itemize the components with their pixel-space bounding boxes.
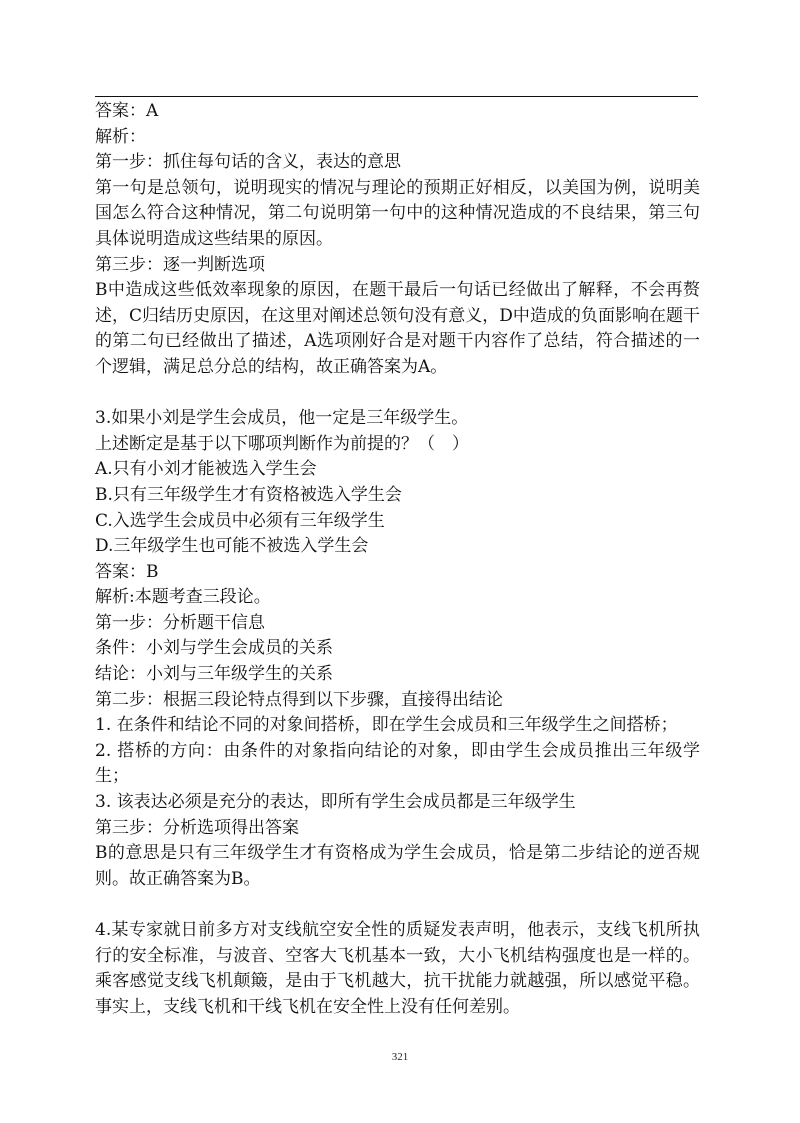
q4-stem: 4.某专家就日前多方对支线航空安全性的质疑发表声明，他表示，支线飞机所执行的安全标准，与波音、空客大飞机基本一致，大小飞机结构强度也是一样的。乘客感觉支线飞机颠簸，是由于飞机越大，抗干扰能力就越强，所以感觉平稳。事实上，支线飞机和干线飞机在安全性上没有任何差别。 (95, 920, 700, 1017)
q3-question: 上述断定是基于以下哪项判断作为前提的？（ ） (95, 433, 469, 454)
paragraph-gap (95, 381, 700, 407)
q3-step2-heading: 第二步：根据三段论特点得到以下步骤，直接得出结论 (95, 689, 503, 710)
q3-step3-text: B的意思是只有三年级学生才有资格成为学生会成员，恰是第二步结论的逆否规则。故正确答案为B。 (95, 843, 700, 889)
q2-analysis-label: 解析： (95, 126, 146, 147)
q3-step1-heading: 第一步：分析题干信息 (95, 612, 265, 633)
q3-option-b: B.只有三年级学生才有资格被选入学生会 (95, 484, 402, 505)
q3-step3-heading: 第三步：分析选项得出答案 (95, 817, 299, 838)
q3-point-2: 2. 搭桥的方向：由条件的对象指向结论的对象，即由学生会成员推出三年级学生； (95, 740, 700, 787)
header-rule (95, 96, 698, 97)
paragraph-gap (95, 892, 700, 918)
q2-step3-heading: 第三步：逐一判断选项 (95, 254, 265, 275)
q3-answer: 答案：B (95, 561, 159, 582)
q2-step1-heading: 第一步：抓住每句话的含义，表达的意思 (95, 152, 401, 173)
q3-point-3: 3. 该表达必须是充分的表达，即所有学生会成员都是三年级学生 (95, 792, 576, 813)
q2-answer: 答案：A (95, 101, 159, 121)
q3-point-1: 1. 在条件和结论不同的对象间搭桥，即在学生会成员和三年级学生之间搭桥； (95, 715, 678, 736)
q3-option-d: D.三年级学生也可能不被选入学生会 (95, 536, 369, 557)
q3-condition: 条件：小刘与学生会成员的关系 (95, 638, 333, 659)
page-content (95, 99, 700, 1020)
q3-option-a: A.只有小刘才能被选入学生会 (95, 459, 317, 480)
q3-analysis: 解析:本题考查三段论。 (95, 587, 271, 608)
page-number: 321 (391, 1051, 409, 1063)
q3-option-c: C.入选学生会成员中必须有三年级学生 (95, 510, 385, 531)
q2-step1-text: 第一句是总领句，说明现实的情况与理论的预期正好相反，以美国为例，说明美国怎么符合这种情况，第二句说明第一句中的这种情况造成的不良结果，第三句具体说明造成这些结果的原因。 (95, 177, 700, 249)
q3-stem: 3.如果小刘是学生会成员，他一定是三年级学生。 (95, 408, 469, 429)
q2-step3-text: B中造成这些低效率现象的原因，在题干最后一句话已经做出了解释，不会再赘述，C归结历史原因，在这里对阐述总领句没有意义，D中造成的负面影响在题干的第二句已经做出了描述，A选项刚好合是对题干内容作了总结，符合描述的一个逻辑，满足总分总的结构，故正确答案为A。 (95, 280, 700, 377)
q3-conclusion: 结论：小刘与三年级学生的关系 (95, 664, 333, 685)
